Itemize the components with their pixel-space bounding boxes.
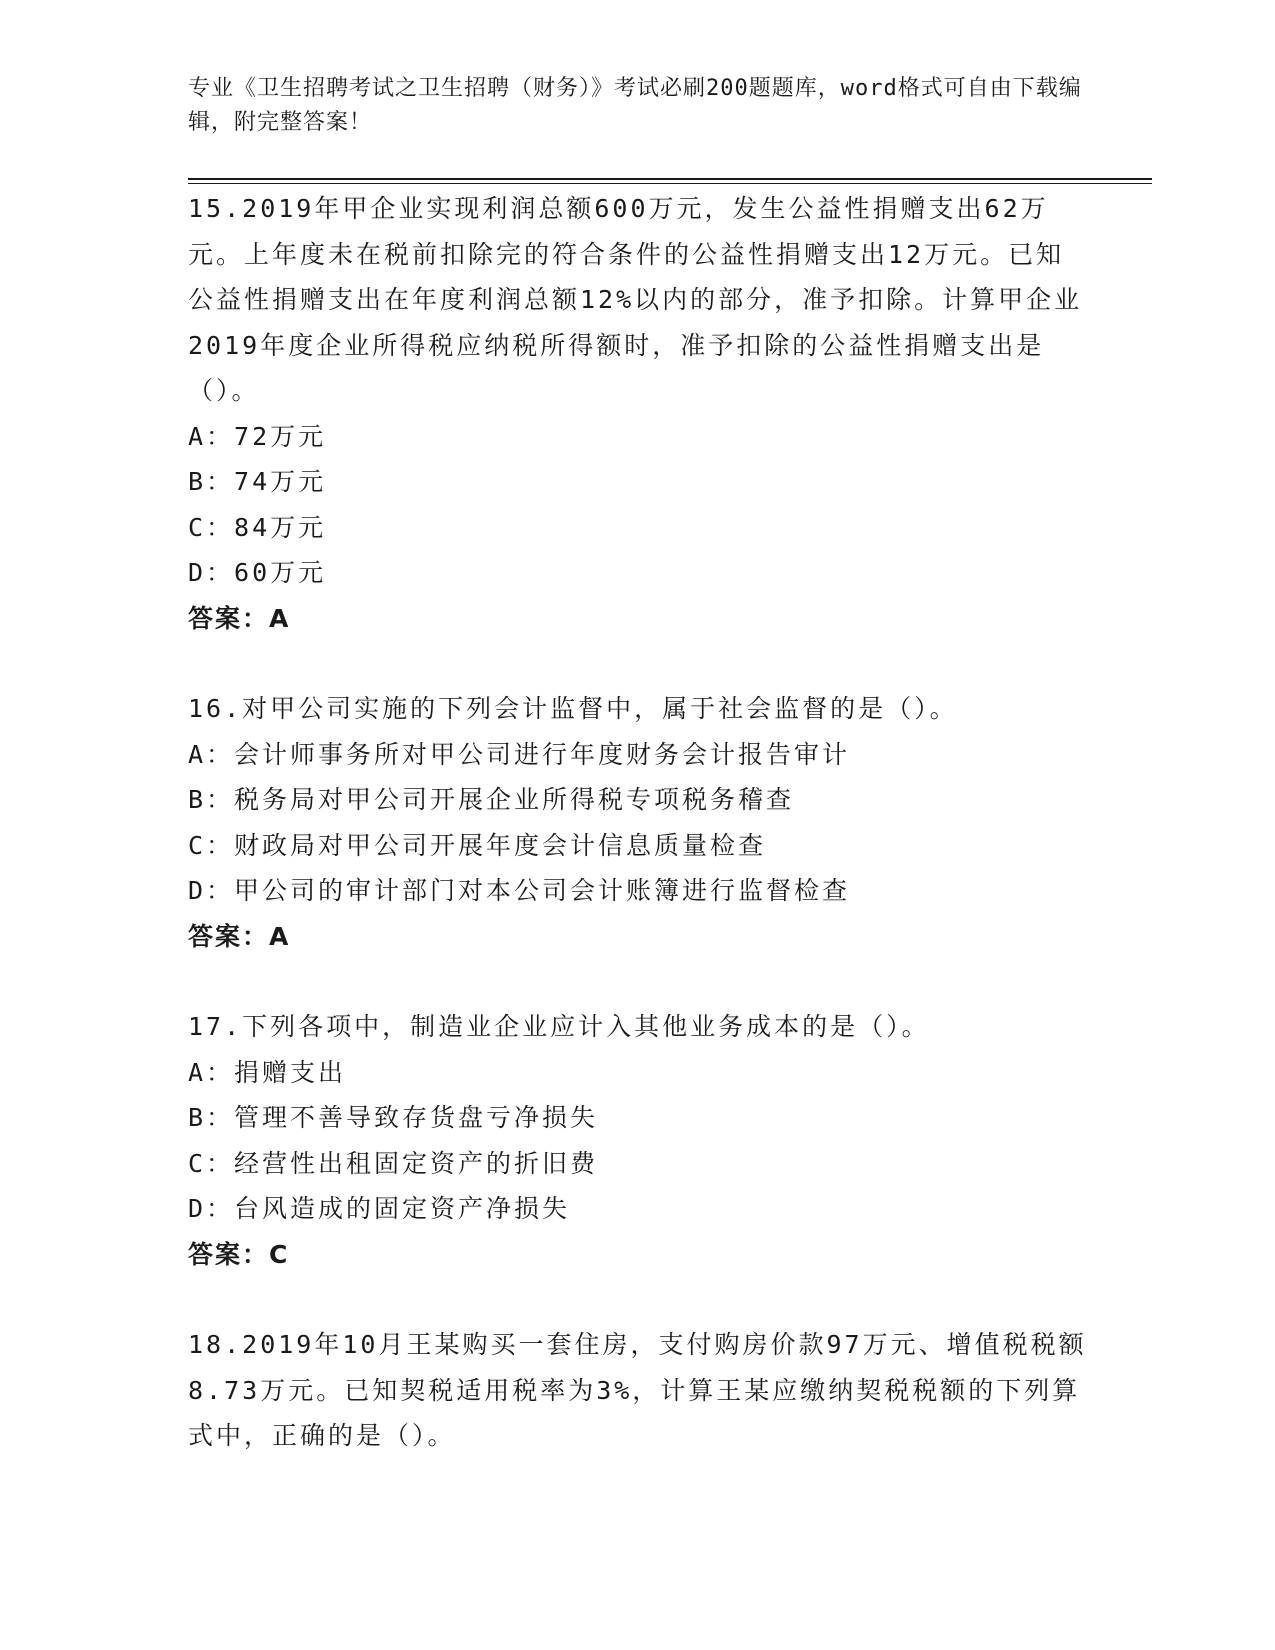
option-c: C：经营性出租固定资产的折旧费 [188, 1148, 599, 1178]
option-d: D：台风造成的固定资产净损失 [188, 1194, 571, 1223]
header-rule-thick [188, 178, 1152, 180]
option-b: B：管理不善导致存货盘亏净损失 [188, 1103, 599, 1132]
question-17 [188, 1004, 1088, 1277]
question-stem: 16.对甲公司实施的下列会计监督中，属于社会监督的是（）。 [188, 694, 958, 723]
answer-line: 答案：A [188, 921, 291, 951]
page-header: 专业《卫生招聘考试之卫生招聘（财务）》考试必刷200题题库，word格式可自由下载编辑，附完整答案！ [188, 76, 1082, 135]
question-15 [188, 186, 1088, 641]
option-d: D：甲公司的审计部门对本公司会计账簿进行监督检查 [188, 876, 851, 905]
option-a: A：捐赠支出 [188, 1057, 347, 1087]
option-a: A：会计师事务所对甲公司进行年度财务会计报告审计 [188, 739, 851, 769]
option-b: B：税务局对甲公司开展企业所得税专项税务稽查 [188, 785, 795, 814]
question-stem: 18.2019年10月王某购买一套住房，支付购房价款97万元、增值税税额8.73万元。已知契税适用税率为3%，计算王某应缴纳契税税额的下列算式中，正确的是（）。 [188, 1330, 1087, 1450]
answer-line: 答案：C [188, 1239, 290, 1269]
option-c: C：财政局对甲公司开展年度会计信息质量检查 [188, 830, 767, 860]
option-c: C：84万元 [188, 512, 327, 542]
question-stem: 17.下列各项中，制造业企业应计入其他业务成本的是（）。 [188, 1012, 930, 1041]
question-16 [188, 686, 1088, 959]
option-b: B：74万元 [188, 467, 327, 496]
option-d: D：60万元 [188, 558, 327, 587]
question-stem: 15.2019年甲企业实现利润总额600万元，发生公益性捐赠支出62万元。上年度未在税前扣除完的符合条件的公益性捐赠支出12万元。已知公益性捐赠支出在年度利润总额12%以内的部分，准予扣除。计算甲企业2019年度企业所得税应纳税所得额时，准予扣除的公益性捐赠支出是（）。 [188, 194, 1083, 405]
question-18 [188, 1322, 1088, 1459]
answer-line: 答案：A [188, 603, 291, 633]
question-list [188, 186, 1088, 1504]
option-a: A：72万元 [188, 421, 327, 451]
header-rule-thin [188, 183, 1152, 184]
